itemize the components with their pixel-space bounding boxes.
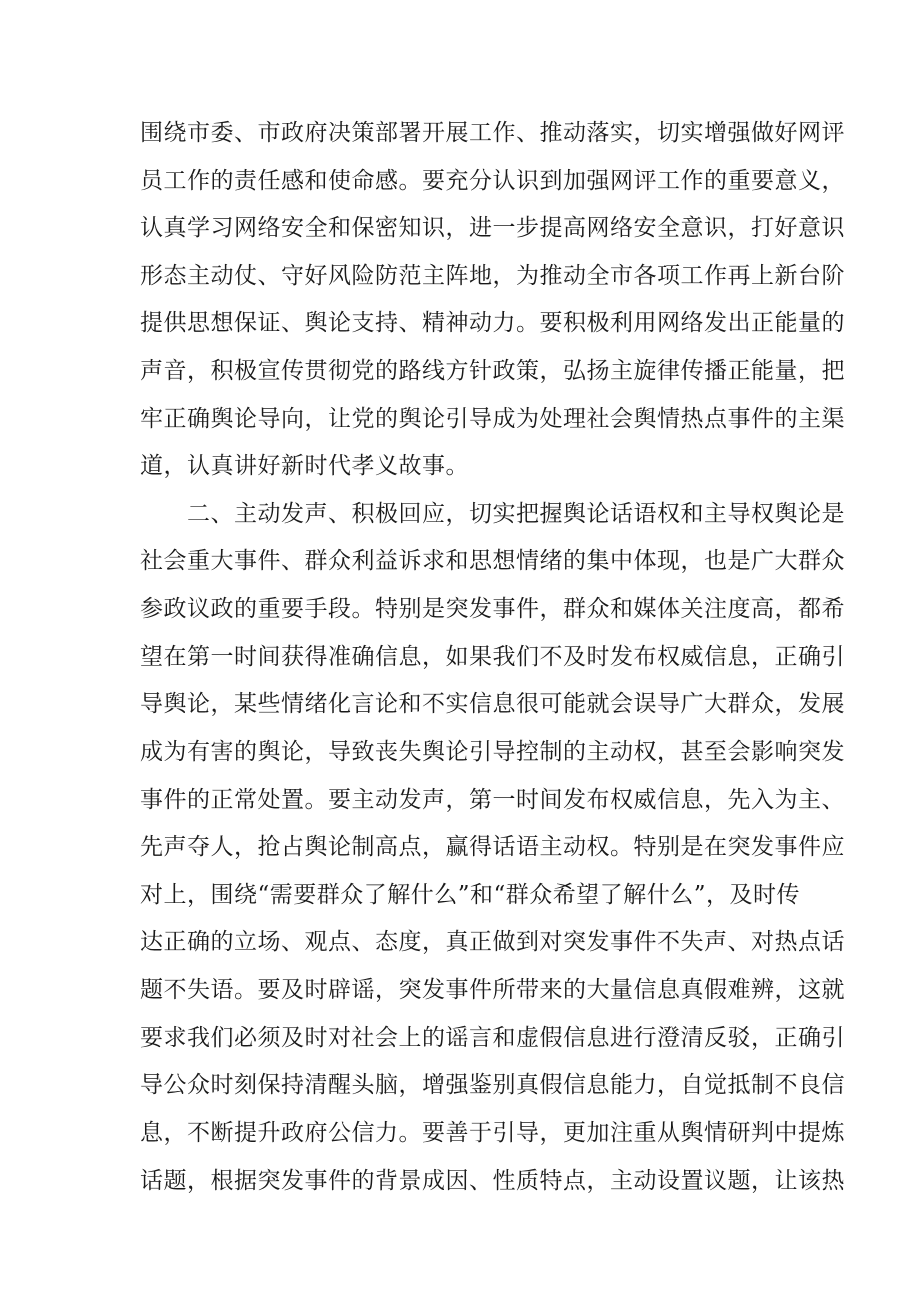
text-line: 话题，根据突发事件的背景成因、性质特点，主动设置议题，让该热 xyxy=(140,1168,845,1194)
text-line: 提供思想保证、舆论支持、精神动力。要积极利用网络发出正能量的 xyxy=(140,310,845,336)
text-line: 先声夺人，抢占舆论制高点，赢得话语主动权。特别是在突发事件应 xyxy=(140,834,845,860)
text-line: 题不失语。要及时辟谣，突发事件所带来的大量信息真假难辨，这就 xyxy=(140,977,845,1003)
section-heading-line: 二、主动发声、积极回应，切实把握舆论话语权和主导权舆论是 xyxy=(187,501,845,527)
text-line: 导公众时刻保持清醒头脑，增强鉴别真假信息能力，自觉抵制不良信 xyxy=(140,1072,845,1098)
text-line: 导舆论，某些情绪化言论和不实信息很可能就会误导广大群众，发展 xyxy=(140,691,845,717)
text-line: 事件的正常处置。要主动发声，第一时间发布权威信息，先入为主、 xyxy=(140,787,845,813)
text-line: 望在第一时间获得准确信息，如果我们不及时发布权威信息，正确引 xyxy=(140,644,845,670)
text-line: 声音，积极宣传贯彻党的路线方针政策，弘扬主旋律传播正能量，把 xyxy=(140,358,845,384)
text-line: 要求我们必须及时对社会上的谣言和虚假信息进行澄清反驳，正确引 xyxy=(140,1025,845,1051)
text-line: 成为有害的舆论，导致丧失舆论引导控制的主动权，甚至会影响突发 xyxy=(140,739,845,765)
text-line: 牢正确舆论导向，让党的舆论引导成为处理社会舆情热点事件的主渠 xyxy=(140,406,845,432)
text-line: 社会重大事件、群众利益诉求和思想情绪的集中体现，也是广大群众 xyxy=(140,548,845,574)
text-line: 围绕市委、市政府决策部署开展工作、推动落实，切实增强做好网评 xyxy=(140,120,845,146)
text-line: 达正确的立场、观点、态度，真正做到对突发事件不失声、对热点话 xyxy=(140,929,845,955)
text-line: 对上，围绕“需要群众了解什么”和“群众希望了解什么”，及时传 xyxy=(140,882,801,908)
text-line: 参政议政的重要手段。特别是突发事件，群众和媒体关注度高，都希 xyxy=(140,596,845,622)
text-line: 道，认真讲好新时代孝义故事。 xyxy=(140,453,469,479)
text-line: 员工作的责任感和使命感。要充分认识到加强网评工作的重要意义， xyxy=(140,168,845,194)
text-line: 形态主动仗、守好风险防范主阵地，为推动全市各项工作再上新台阶 xyxy=(140,263,845,289)
text-line: 认真学习网络安全和保密知识，进一步提高网络安全意识，打好意识 xyxy=(140,215,845,241)
text-line: 息，不断提升政府公信力。要善于引导，更加注重从舆情研判中提炼 xyxy=(140,1120,845,1146)
